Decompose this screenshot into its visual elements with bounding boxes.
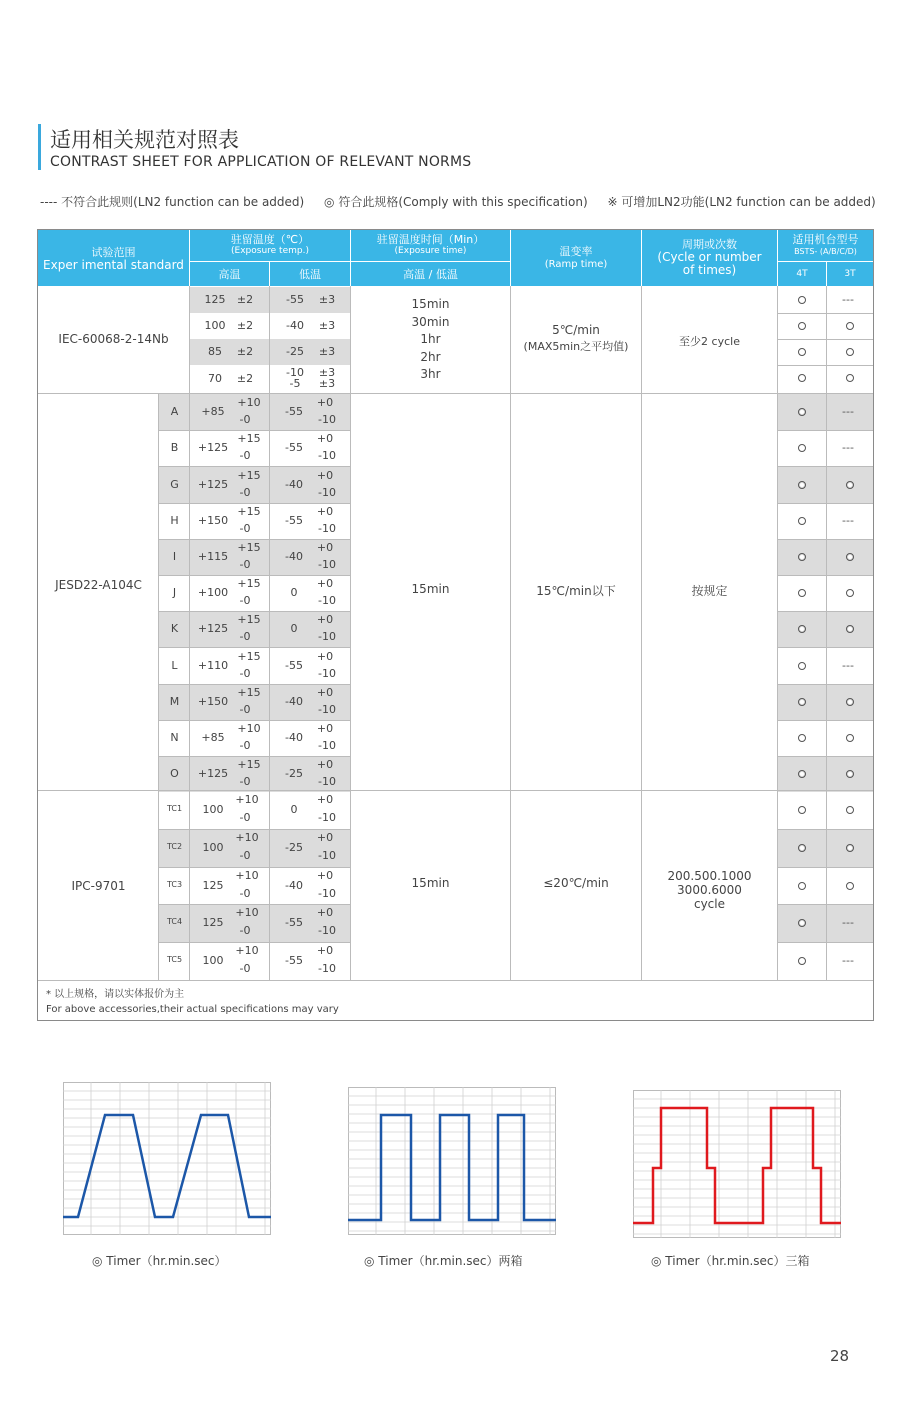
header-ramp-en: (Ramp time) — [544, 259, 608, 270]
grid-hline — [159, 942, 350, 943]
jesd-3t-mark — [846, 481, 854, 489]
jesd-high-temp: +85 — [201, 405, 225, 419]
jesd-high-minus: -0 — [239, 485, 251, 499]
jesd-3t-mark — [846, 698, 854, 706]
jesd-high-minus: -0 — [239, 557, 251, 571]
grid-hline — [778, 829, 873, 830]
header-time — [351, 230, 510, 261]
jesd-high-minus: -0 — [239, 738, 251, 752]
ipc-high-minus: -0 — [239, 848, 251, 862]
header-high: 高温 — [190, 262, 269, 286]
jesd-code: A — [170, 405, 179, 419]
iec-time-4: 3hr — [420, 367, 441, 381]
jesd-low-minus: -10 — [318, 594, 336, 608]
jesd-low-plus: +0 — [316, 613, 334, 627]
norms-table — [37, 229, 874, 1021]
grid-hline — [159, 647, 350, 648]
grid-hline — [778, 539, 873, 540]
grid-vline — [158, 393, 159, 980]
jesd-low-temp: -40 — [285, 549, 303, 563]
grid-vline — [189, 393, 190, 980]
jesd-low-temp: -40 — [285, 477, 303, 491]
header-model — [778, 230, 873, 261]
grid-hline — [778, 942, 873, 943]
header-cycle-en2: of times) — [682, 263, 737, 277]
grid-vline — [641, 286, 642, 980]
ipc-code: TC4 — [166, 917, 183, 927]
ipc-low-temp: -25 — [285, 840, 303, 854]
iec-low-temp: -10 — [286, 366, 304, 379]
jesd-high-minus: -0 — [239, 594, 251, 608]
jesd-low-minus: -10 — [318, 449, 336, 463]
jesd-code: O — [170, 767, 179, 781]
jesd-low-minus: -10 — [318, 485, 336, 499]
header-ramp-cn: 温变率 — [559, 245, 593, 258]
grid-hline — [778, 575, 873, 576]
legend — [40, 193, 892, 210]
iec-low-tol: ±3 — [318, 345, 336, 358]
jesd-code: K — [170, 622, 179, 636]
grid-hline — [159, 430, 350, 431]
ipc-high-minus: -0 — [239, 886, 251, 900]
jesd-low-temp: -40 — [285, 730, 303, 744]
legend-not-comply: ---- 不符合此规则(LN2 function can be added) — [40, 195, 305, 209]
grid-hline — [778, 611, 873, 612]
iec-high-temp: 85 — [208, 345, 222, 358]
jesd-low-temp: 0 — [290, 622, 298, 636]
jesd-high-plus: +10 — [237, 721, 261, 735]
timer-chart-2 — [348, 1087, 556, 1235]
jesd-low-plus: +0 — [316, 758, 334, 772]
jesd-high-minus: -0 — [239, 775, 251, 789]
jesd-low-temp: -55 — [285, 513, 303, 527]
ipc-high-plus: +10 — [235, 868, 259, 882]
grid-hline — [159, 829, 350, 830]
jesd-low-temp: -55 — [285, 658, 303, 672]
jesd-4t-mark — [798, 444, 806, 452]
ipc-ramp: ≤20℃/min — [543, 876, 609, 890]
ipc-4t-mark — [798, 957, 806, 965]
grid-hline — [159, 503, 350, 504]
ipc-high-temp: 100 — [202, 954, 224, 968]
ipc-low-minus: -10 — [318, 962, 336, 976]
ipc-3t-mark: --- — [842, 954, 854, 968]
header-time-sub: 高温 / 低温 — [351, 262, 510, 286]
jesd-code: I — [172, 549, 177, 563]
ipc-low-minus: -10 — [318, 924, 336, 938]
header-low: 低温 — [270, 262, 350, 286]
jesd-4t-mark — [798, 734, 806, 742]
jesd-3t-mark: --- — [842, 658, 854, 672]
iec-time-0: 15min — [411, 297, 450, 311]
ipc-4t-mark — [798, 844, 806, 852]
grid-hline — [778, 904, 873, 905]
grid-hline — [778, 503, 873, 504]
iec-high-temp: 70 — [208, 372, 222, 385]
header-ramp — [511, 230, 641, 286]
iec-high-tol: ±2 — [236, 293, 254, 306]
ipc-high-minus: -0 — [239, 810, 251, 824]
grid-hline — [159, 867, 350, 868]
jesd-4t-mark — [798, 698, 806, 706]
ipc-high-temp: 125 — [202, 916, 224, 930]
iec-cycle: 至少2 cycle — [679, 335, 740, 348]
jesd-4t-mark — [798, 662, 806, 670]
grid-hline — [778, 647, 873, 648]
header-4t: 4T — [778, 262, 826, 286]
header-cycle-cn: 周期或次数 — [682, 238, 737, 251]
ipc-high-plus: +10 — [235, 944, 259, 958]
ipc-code: TC2 — [166, 841, 183, 851]
jesd-low-minus: -10 — [318, 413, 336, 427]
ipc-low-temp: 0 — [290, 802, 298, 816]
grid-hline — [159, 720, 350, 721]
jesd-4t-mark — [798, 589, 806, 597]
jesd-low-minus: -10 — [318, 702, 336, 716]
grid-hline — [159, 611, 350, 612]
ipc-code: TC5 — [166, 955, 183, 965]
jesd-high-temp: +125 — [197, 767, 229, 781]
page-number: 28 — [830, 1347, 850, 1365]
header-3t: 3T — [827, 262, 873, 286]
iec-3t-mark — [846, 322, 854, 330]
ipc-3t-mark — [846, 882, 854, 890]
title-accent-bar — [38, 124, 41, 170]
ipc-time: 15min — [411, 876, 450, 890]
ipc-high-plus: +10 — [235, 792, 259, 806]
jesd-low-temp: 0 — [290, 586, 298, 600]
grid-hline — [38, 980, 873, 981]
iec-low-temp-2: -5 — [289, 377, 301, 390]
legend-comply: ◎ 符合此规格(Comply with this specification) — [324, 195, 588, 209]
jesd-high-temp: +110 — [197, 658, 229, 672]
jesd-low-minus: -10 — [318, 630, 336, 644]
grid-hline — [778, 867, 873, 868]
jesd-4t-mark — [798, 553, 806, 561]
ipc-code: TC1 — [166, 803, 183, 813]
ipc-cycle-3: cycle — [693, 897, 725, 911]
jesd-low-temp: -55 — [285, 441, 303, 455]
iec-ramp-note: (MAX5min之平均值) — [523, 340, 629, 353]
iec-low-tol: ±3 — [318, 319, 336, 332]
footnote-cn: * 以上规格，请以实体报价为主 — [46, 989, 185, 1000]
grid-hline — [778, 684, 873, 685]
jesd-low-plus: +0 — [316, 396, 334, 410]
grid-hline — [778, 430, 873, 431]
jesd-low-plus: +0 — [316, 577, 334, 591]
iec-4t-mark — [798, 322, 806, 330]
grid-hline — [159, 539, 350, 540]
grid-vline — [189, 286, 190, 393]
grid-hline — [159, 756, 350, 757]
jesd-time: 15min — [411, 582, 450, 596]
jesd-high-minus: -0 — [239, 702, 251, 716]
grid-hline — [778, 720, 873, 721]
ipc-high-plus: +10 — [235, 830, 259, 844]
ipc-high-minus: -0 — [239, 924, 251, 938]
jesd-code: H — [170, 513, 179, 527]
jesd-low-temp: -25 — [285, 767, 303, 781]
jesd-high-temp: +150 — [197, 694, 229, 708]
ipc-code: TC3 — [166, 879, 183, 889]
iec-3t-mark: --- — [842, 293, 854, 306]
ipc-high-plus: +10 — [235, 906, 259, 920]
header-temp — [190, 230, 350, 261]
ipc-high-temp: 100 — [202, 840, 224, 854]
ipc-low-temp: -55 — [285, 954, 303, 968]
footnote-en: For above accessories,their actual specifications may vary — [46, 1004, 339, 1015]
jesd-high-plus: +15 — [237, 504, 261, 518]
iec-high-tol: ±2 — [236, 345, 254, 358]
header-model-cn: 适用机台型号 — [792, 233, 859, 246]
iec-low-tol: ±3 — [318, 293, 336, 306]
header-temp-cn: 驻留温度（℃） — [230, 233, 310, 246]
ipc-standard-name: IPC-9701 — [71, 879, 126, 893]
grid-hline — [159, 904, 350, 905]
jesd-low-temp: -40 — [285, 694, 303, 708]
grid-hline — [778, 313, 873, 314]
page-title-en: CONTRAST SHEET FOR APPLICATION OF RELEVANT NORMS — [50, 154, 472, 170]
jesd-high-temp: +115 — [197, 549, 229, 563]
grid-hline — [159, 575, 350, 576]
grid-hline — [38, 393, 873, 394]
grid-hline — [159, 684, 350, 685]
jesd-low-minus: -10 — [318, 738, 336, 752]
ipc-4t-mark — [798, 882, 806, 890]
jesd-high-temp: +150 — [197, 513, 229, 527]
header-cycle-en1: (Cycle or number — [657, 250, 762, 264]
jesd-code: N — [170, 730, 179, 744]
jesd-high-minus: -0 — [239, 449, 251, 463]
ipc-low-plus: +0 — [316, 868, 334, 882]
iec-low-temp: -55 — [286, 293, 304, 306]
legend-ln2: ※ 可增加LN2功能(LN2 function can be added) — [607, 195, 876, 209]
ipc-low-minus: -10 — [318, 886, 336, 900]
ipc-cycle-1: 200.500.1000 — [667, 869, 752, 883]
jesd-3t-mark — [846, 734, 854, 742]
jesd-low-plus: +0 — [316, 721, 334, 735]
jesd-low-temp: -55 — [285, 405, 303, 419]
jesd-high-plus: +15 — [237, 758, 261, 772]
iec-low-temp: -40 — [286, 319, 304, 332]
ipc-low-plus: +0 — [316, 830, 334, 844]
jesd-high-temp: +125 — [197, 441, 229, 455]
jesd-low-plus: +0 — [316, 685, 334, 699]
grid-vline — [350, 286, 351, 980]
jesd-high-minus: -0 — [239, 521, 251, 535]
iec-ramp: 5℃/min — [552, 323, 600, 337]
jesd-high-plus: +15 — [237, 613, 261, 627]
iec-4t-mark — [798, 374, 806, 382]
jesd-4t-mark — [798, 517, 806, 525]
jesd-code: G — [170, 477, 179, 491]
header-standard-en: Exper imental standard — [43, 258, 184, 272]
ipc-low-plus: +0 — [316, 944, 334, 958]
jesd-high-plus: +15 — [237, 432, 261, 446]
ipc-low-minus: -10 — [318, 810, 336, 824]
iec-high-temp: 125 — [204, 293, 226, 306]
jesd-high-plus: +15 — [237, 685, 261, 699]
jesd-low-minus: -10 — [318, 557, 336, 571]
jesd-high-minus: -0 — [239, 413, 251, 427]
header-standard-cn: 试验范围 — [91, 246, 136, 259]
ipc-low-temp: -55 — [285, 916, 303, 930]
ipc-4t-mark — [798, 806, 806, 814]
jesd-low-plus: +0 — [316, 504, 334, 518]
grid-hline — [778, 756, 873, 757]
jesd-high-minus: -0 — [239, 666, 251, 680]
iec-time-3: 2hr — [420, 349, 441, 364]
header-standard — [38, 230, 189, 286]
jesd-4t-mark — [798, 481, 806, 489]
ipc-3t-mark — [846, 844, 854, 852]
grid-hline — [778, 339, 873, 340]
jesd-code: B — [170, 441, 179, 455]
page-title-cn: 适用相关规范对照表 — [50, 128, 239, 152]
jesd-high-minus: -0 — [239, 630, 251, 644]
iec-high-tol: ±2 — [236, 372, 254, 385]
iec-4t-mark — [798, 296, 806, 304]
caption-timer-2: ◎ Timer（hr.min.sec）两箱 — [364, 1254, 523, 1268]
jesd-high-plus: +15 — [237, 649, 261, 663]
ipc-high-minus: -0 — [239, 962, 251, 976]
iec-3t-mark — [846, 374, 854, 382]
iec-low-temp: -25 — [286, 345, 304, 358]
iec-4t-mark — [798, 348, 806, 356]
jesd-3t-mark — [846, 589, 854, 597]
ipc-low-plus: +0 — [316, 906, 334, 920]
header-time-cn: 驻留温度时间（Min） — [376, 233, 485, 246]
footnote — [46, 987, 339, 1017]
chart-frame — [634, 1091, 841, 1238]
jesd-high-plus: +15 — [237, 540, 261, 554]
header-model-en: BSTS- (A/B/C/D) — [794, 247, 857, 256]
jesd-low-plus: +0 — [316, 432, 334, 446]
grid-hline — [38, 790, 873, 791]
grid-hline — [778, 466, 873, 467]
jesd-3t-mark: --- — [842, 441, 854, 455]
grid-hline — [778, 365, 873, 366]
jesd-high-temp: +125 — [197, 477, 229, 491]
iec-low-tol-2: ±3 — [318, 377, 336, 390]
jesd-low-plus: +0 — [316, 540, 334, 554]
ipc-cycle-2: 3000.6000 — [677, 883, 742, 897]
grid-vline — [510, 286, 511, 980]
jesd-ramp: 15℃/min以下 — [536, 584, 616, 598]
ipc-low-plus: +0 — [316, 792, 334, 806]
jesd-standard-name: JESD22-A104C — [55, 578, 142, 592]
ipc-high-temp: 100 — [202, 802, 224, 816]
grid-vline — [269, 286, 270, 980]
jesd-low-plus: +0 — [316, 468, 334, 482]
iec-3t-mark — [846, 348, 854, 356]
ipc-3t-mark — [846, 806, 854, 814]
jesd-3t-mark: --- — [842, 513, 854, 527]
jesd-low-minus: -10 — [318, 666, 336, 680]
jesd-low-minus: -10 — [318, 775, 336, 789]
iec-high-tol: ±2 — [236, 319, 254, 332]
jesd-high-temp: +125 — [197, 622, 229, 636]
grid-hline — [159, 466, 350, 467]
header-temp-en: (Exposure temp.) — [231, 246, 309, 256]
caption-timer-1: ◎ Timer（hr.min.sec） — [92, 1254, 227, 1268]
jesd-code: J — [172, 586, 177, 600]
header-time-en: (Exposure time) — [394, 246, 467, 256]
jesd-low-minus: -10 — [318, 521, 336, 535]
timer-chart-1 — [63, 1082, 271, 1235]
grid-vline — [826, 286, 827, 980]
iec-time-2: 1hr — [420, 332, 441, 346]
jesd-high-temp: +100 — [197, 586, 229, 600]
iec-low-tol: ±3 — [318, 366, 336, 379]
iec-high-temp: 100 — [204, 319, 226, 332]
jesd-code: M — [169, 694, 180, 708]
caption-timer-3: ◎ Timer（hr.min.sec）三箱 — [651, 1254, 810, 1268]
jesd-high-plus: +10 — [237, 396, 261, 410]
iec-time-1: 30min — [411, 314, 450, 329]
ipc-high-temp: 125 — [202, 878, 224, 892]
jesd-low-plus: +0 — [316, 649, 334, 663]
header-cycle — [642, 230, 777, 286]
jesd-high-temp: +85 — [201, 730, 225, 744]
jesd-cycle: 按规定 — [691, 584, 728, 598]
timer-chart-3 — [633, 1090, 841, 1238]
iec-standard-name: IEC-60068-2-14Nb — [58, 332, 169, 346]
ipc-low-temp: -40 — [285, 878, 303, 892]
grid-vline — [777, 286, 778, 980]
jesd-3t-mark — [846, 553, 854, 561]
ipc-3t-mark: --- — [842, 916, 854, 930]
jesd-high-plus: +15 — [237, 468, 261, 482]
jesd-3t-mark: --- — [842, 405, 854, 419]
jesd-code: L — [171, 658, 178, 672]
ipc-low-minus: -10 — [318, 848, 336, 862]
jesd-high-plus: +15 — [237, 577, 261, 591]
